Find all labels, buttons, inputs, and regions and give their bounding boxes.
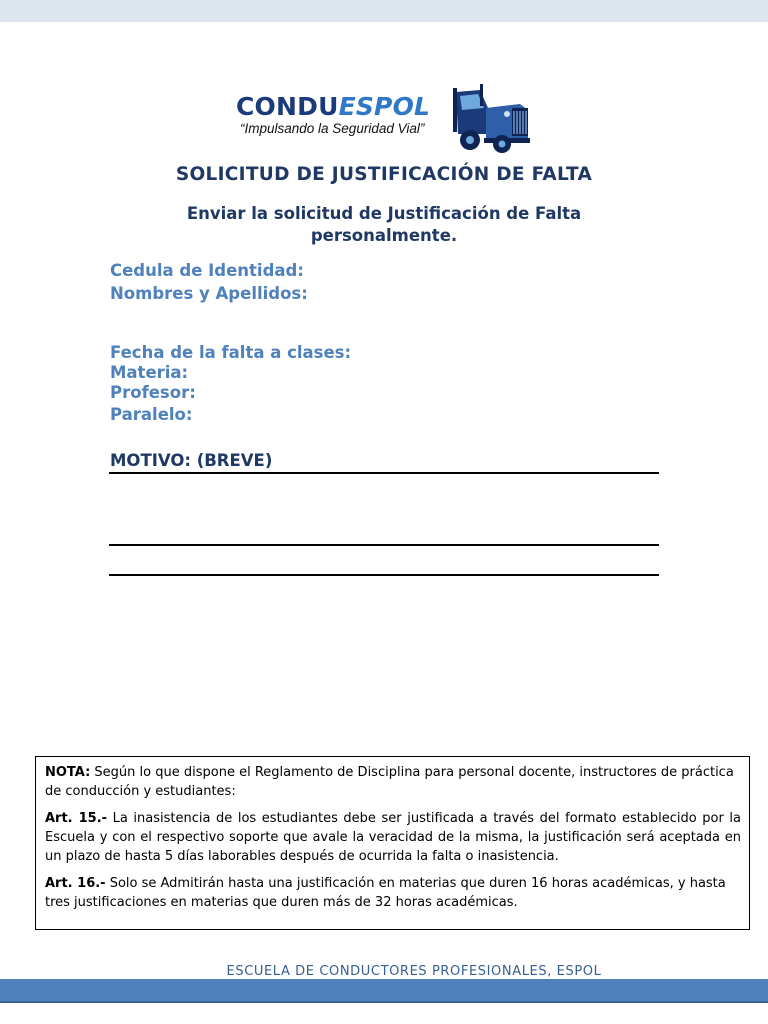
cedula-label: Cedula de Identidad: [110,261,304,280]
logo-name-part1: CONDU [236,92,339,121]
page-title: SOLICITUD DE JUSTIFICACIÓN DE FALTA [175,164,593,185]
art15-label: Art. 15.- [45,811,108,826]
logo-name [236,92,430,121]
profesor-label: Profesor: [110,383,196,402]
footer-band-shadow [0,1001,768,1003]
nota-paragraph [45,763,741,801]
nombres-label: Nombres y Apellidos: [110,284,308,303]
materia-label: Materia: [110,363,189,382]
art15-paragraph [45,809,741,866]
logo-name-part2: ESPOL [338,92,431,121]
footer-band [0,979,768,1001]
art16-text: Solo se Admitirán hasta una justificación en materias que duren 16 horas académicas, y hasta tres justificaciones en materias que duren más de 32 horas académicas. [45,876,726,910]
fecha-label: Fecha de la falta a clases: [110,343,352,362]
nota-box [35,756,750,930]
motivo-line-2 [109,544,659,546]
header-band [0,0,768,22]
footer-text: ESCUELA DE CONDUCTORES PROFESIONALES, ESPOL [226,964,602,979]
page-subtitle: Enviar la solicitud de Justificación de Falta personalmente. [186,204,582,245]
art15-text: La inasistencia de los estudiantes debe ser justificada a través del formato establecido por la Escuela y con el respectivo soporte que avale la veracidad de la misma, la justificación será aceptada en un plazo de hasta 5 días laborables después de ocurrida la falta o inasistencia. [45,811,741,864]
motivo-label: MOTIVO: (BREVE) [110,451,273,470]
conduespol-logo [236,84,536,156]
art16-label: Art. 16.- [45,876,106,891]
logo-tagline: “Impulsando la Seguridad Vial” [240,121,425,136]
paralelo-label: Paralelo: [110,405,193,424]
motivo-line-1 [109,472,659,474]
nota-label: NOTA: [45,765,91,780]
art16-paragraph [45,874,741,912]
truck-icon [450,84,534,154]
nota-text: Según lo que dispone el Reglamento de Disciplina para personal docente, instructores de práctica de conducción y estudiantes: [45,765,734,799]
motivo-line-3 [109,574,659,576]
